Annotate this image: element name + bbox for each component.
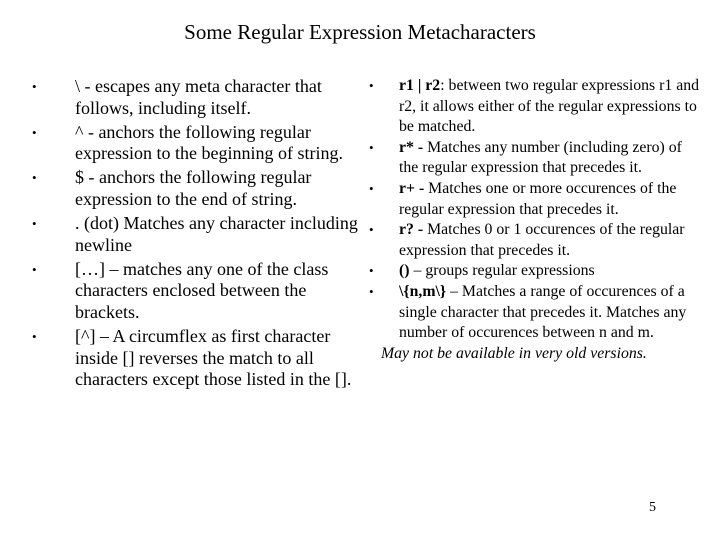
metachar-pattern: \{n,m\}: [399, 282, 447, 300]
metachar-description: Matches 0 or 1 occurences of the regular expression that precedes it.: [399, 221, 685, 259]
metachar-pattern: (): [399, 262, 410, 280]
availability-note-text: May not be available in very old versions.: [381, 344, 647, 362]
bullet-icon: •: [369, 283, 374, 299]
list-item: [367, 220, 703, 261]
list-item: [28, 213, 362, 256]
bullet-icon: •: [32, 329, 37, 345]
list-item: [367, 261, 703, 282]
list-item: [367, 138, 703, 179]
metachar-description: Matches one or more occurences of the regular expression that precedes it.: [399, 179, 677, 218]
metachar-pattern: r* -: [399, 138, 424, 156]
bullet-icon: •: [369, 78, 374, 93]
bullet-icon: •: [369, 222, 374, 238]
metachar-description: – Matches a range of occurences of a single character that precedes it. Matches any number of occurences between n and m.: [399, 282, 687, 342]
bullet-icon: •: [369, 263, 374, 279]
bullet-icon: •: [32, 170, 37, 186]
list-item-text: [^] – A circumflex as first character inside [] reverses the match to all characters except those listed in the [].: [75, 326, 352, 390]
right-bullet-list: [367, 76, 703, 344]
availability-note: [367, 344, 703, 365]
list-item: [28, 326, 362, 391]
list-item: [28, 167, 362, 210]
left-bullet-list: [28, 76, 362, 391]
bullet-icon: •: [32, 216, 37, 232]
list-item-text: \ - escapes any meta character that follows, including itself.: [75, 76, 322, 118]
slide-title: Some Regular Expression Metacharacters: [184, 20, 536, 44]
list-item: [367, 76, 703, 138]
bullet-icon: •: [369, 139, 374, 155]
left-column: [28, 76, 362, 393]
metachar-description: – groups regular expressions: [409, 262, 595, 280]
metachar-description: Matches any number (including zero) of the regular expression that precedes it.: [399, 138, 682, 177]
list-item: [28, 122, 362, 165]
list-item: [367, 282, 703, 344]
metachar-pattern: r1 | r2: [399, 77, 441, 94]
bullet-icon: •: [369, 180, 374, 196]
bullet-icon: •: [32, 261, 37, 277]
right-column: [367, 76, 703, 364]
list-item-text: […] – matches any one of the class characters enclosed between the brackets.: [75, 258, 329, 322]
list-item: [28, 259, 362, 324]
metachar-pattern: r? -: [399, 221, 424, 239]
metachar-pattern: r+ -: [399, 179, 425, 197]
list-item-text: $ - anchors the following regular expression to the end of string.: [75, 167, 312, 209]
list-item: [28, 76, 362, 119]
list-item: [367, 179, 703, 220]
bullet-icon: •: [32, 79, 37, 94]
list-item-text: . (dot) Matches any character including newline: [75, 213, 358, 255]
list-item-text: ^ - anchors the following regular expression to the beginning of string.: [75, 121, 343, 164]
metachar-description: : between two regular expressions r1 and r2, it allows either of the regular expressions to be matched.: [399, 77, 700, 136]
bullet-icon: •: [32, 124, 37, 140]
page-number: 5: [649, 500, 656, 515]
